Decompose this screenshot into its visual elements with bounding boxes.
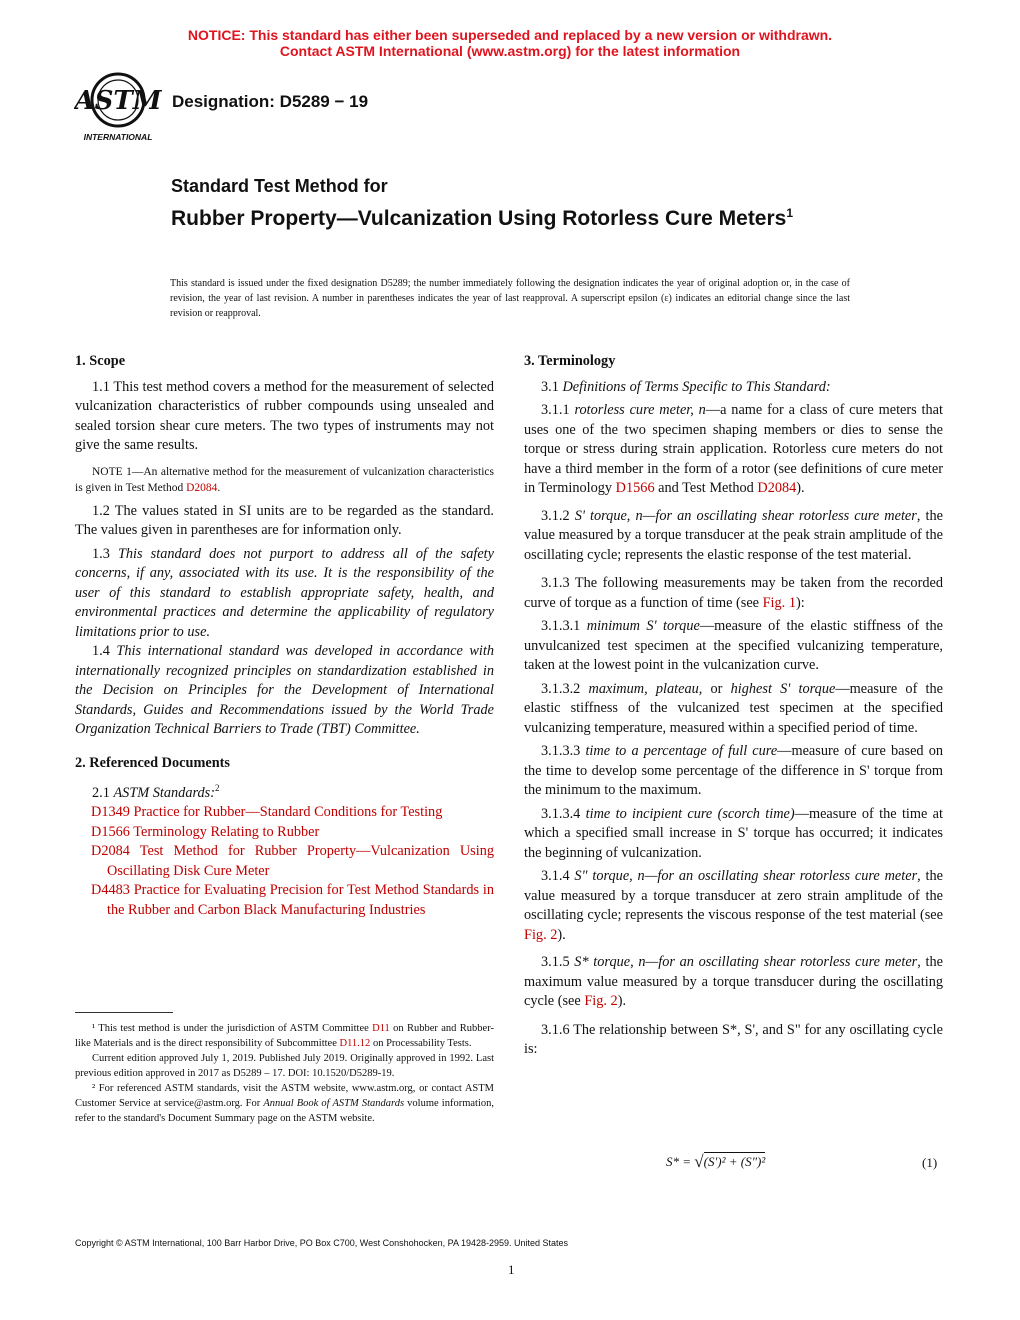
reference-item-d1349[interactable] (75, 803, 494, 823)
term-highest-s-torque: highest S' torque (730, 680, 836, 697)
equation-rhs: (S')² + (S")² (703, 1154, 766, 1169)
para-3-1-6: 3.1.6 The relationship between S*, S', and S" for any oscillating cycle is: (524, 1021, 943, 1057)
note-1-text: NOTE 1—An alternative method for the measurement of vulcanization characteristics is given in Test Method (75, 465, 494, 494)
footnotes (75, 1021, 494, 1126)
reference-item-d2084[interactable] (75, 842, 494, 881)
term-scorch-time: time to incipient cure (scorch time) (585, 805, 795, 822)
link-fig-2[interactable]: Fig. 2 (524, 926, 558, 943)
term-maximum-plateau: maximum, plateau, (588, 680, 703, 697)
para-3-1-1-num: 3.1.1 (541, 402, 575, 418)
copyright-footer: Copyright © ASTM International, 100 Barr Harbor Drive, PO Box C700, West Conshohocken, PA 19428-2959. United States (75, 1238, 569, 1248)
para-3-1-3-2-or: or (702, 680, 731, 697)
designation: Designation: D5289 − 19 (172, 92, 369, 111)
terminology-heading: 3. Terminology (524, 353, 616, 369)
para-3-1-4-num: 3.1.4 (541, 868, 575, 884)
link-committee-d11[interactable]: D11 (372, 1023, 390, 1034)
para-2-1 (75, 779, 494, 803)
left-column (75, 352, 494, 920)
para-3-1-num: 3.1 (541, 378, 563, 395)
reference-item-d4483[interactable] (75, 881, 494, 920)
para-3-1-3-2-num: 3.1.3.2 (541, 680, 589, 697)
para-2-1-num: 2.1 (92, 784, 114, 801)
note-1 (75, 464, 494, 496)
notice-line-2: Contact ASTM International (www.astm.org) for the latest information (279, 43, 741, 59)
para-3-1-1-b: and Test Method (654, 480, 758, 496)
para-3-1-3-3-text: —measure of cure based on the time to develop some percentage of the difference in S' torque from the minimum to the maximum. (524, 743, 943, 798)
equation-lhs: S* = (666, 1154, 692, 1169)
footnote-divider (75, 1012, 173, 1013)
para-3-1-3-3 (524, 742, 943, 801)
footnote-2 (75, 1081, 494, 1126)
footnote-1 (75, 1021, 494, 1051)
para-3-1-2-num: 3.1.2 (541, 507, 575, 524)
para-3-1-1-c: ). (796, 480, 805, 496)
para-1-1: 1.1 This test method covers a method for the measurement of selected vulcanization characteristics of rubber compounds using unsealed and sealed torsion shear cure meters. The two types of instruments may not give the same results. (75, 378, 494, 453)
para-1-3-num: 1.3 (92, 545, 118, 562)
footnote-2-b: volume information, refer to the standard's Document Summary page on the ASTM website. (75, 1098, 494, 1124)
title-line-2: Rubber Property—Vulcanization Using Rotorless Cure Meters (171, 207, 787, 230)
footnote-1-b: on Rubber and Rubber-like Materials and is the direct responsibility of Subcommittee (75, 1023, 494, 1049)
para-1-4-num: 1.4 (92, 643, 117, 659)
title-line-1: Standard Test Method for (171, 176, 388, 196)
title-main (171, 200, 811, 232)
para-3-1-5 (524, 953, 943, 1012)
para-3-1-3-1-text: —measure of the elastic stiffness of the unvulcanized test specimen at the specified vulcanizing temperature, taken at the lowest point in the vulcanization curve. (524, 618, 943, 673)
para-3-1-3-4-text: —measure of the time at which a specified small increase in S' torque has occurred; it indicates the beginning of vulcanization. (524, 805, 943, 861)
reference-code: D2084 (91, 843, 130, 860)
para-2-1-text: ASTM Standards: (113, 784, 215, 801)
para-3-1-3-3-num: 3.1.3.3 (541, 743, 586, 759)
title-footnote-mark: 1 (786, 206, 794, 220)
scope-heading: 1. Scope (75, 353, 126, 369)
reference-code: D1566 (91, 823, 130, 840)
note-1-end: . (217, 481, 221, 494)
para-3-1-1-a: —a name for a class of cure meters that uses one of the two specimen shaping members or dies to sense the torque or stress during strain application. Rotorless cure meters do not have a third member in the form of a rotor (see definitions of cure meter in Terminology (524, 402, 943, 496)
para-3-1-5-b: ). (617, 993, 627, 1009)
para-3-1-5-num: 3.1.5 (541, 954, 575, 970)
term-rotorless-cure-meter: rotorless cure meter, n (574, 402, 706, 418)
reference-title: Practice for Rubber—Standard Conditions for Testing (133, 804, 443, 821)
equation-number: (1) (922, 1155, 938, 1170)
para-3-1-2 (524, 507, 943, 566)
link-fig-1[interactable]: Fig. 1 (762, 594, 796, 611)
svg-text:INTERNATIONAL: INTERNATIONAL (83, 132, 153, 142)
para-3-1-3-4-num: 3.1.3.4 (541, 805, 586, 822)
link-d1566[interactable]: D1566 (615, 480, 655, 496)
para-3-1 (524, 378, 943, 398)
preamble: This standard is issued under the fixed designation D5289; the number immediately following the designation indicates the year of original adoption or, in the case of revision, the year of last revision. A number in parentheses indicates the year of last reapproval. A superscript epsilon (ε) indicates an editorial change since the last revision or reapproval. (170, 278, 850, 319)
para-3-1-3-1-num: 3.1.3.1 (541, 618, 587, 634)
page-number: 1 (508, 1262, 515, 1277)
para-3-1-4 (524, 867, 943, 945)
astm-logo (74, 72, 162, 144)
footnote-2-italic: Annual Book of ASTM Standards (263, 1098, 405, 1109)
para-2-1-sup: 2 (215, 783, 220, 793)
equation-1 (666, 1151, 765, 1171)
para-3-1-5-a: , the maximum value measured by a torque transducer during the oscillating cycle (see (524, 954, 943, 1009)
para-3-1-text: Definitions of Terms Specific to This Standard: (562, 378, 831, 395)
para-3-1-1 (524, 401, 943, 499)
right-column (524, 352, 943, 1060)
para-3-1-3-2-text: —measure of the elastic stiffness of the vulcanized test specimen at the specified vulcanizing temperature, measured within a specified period of time. (524, 680, 943, 736)
para-1-2: 1.2 The values stated in SI units are to be regarded as the standard. The values given in parentheses are for information only. (75, 502, 494, 538)
notice-line-1: NOTICE: This standard has either been superseded and replaced by a new version or withdrawn. (187, 27, 833, 43)
reference-code: D1349 (91, 804, 130, 821)
para-1-4-text: This international standard was developed in accordance with internationally recognized principles on standardization established in the Decision on Principles for the Development of International Standards, Guides and Recommendations issued by the World Trade Organization Technical Barriers to Trade (TBT) Committee. (75, 643, 494, 737)
refdocs-heading: 2. Referenced Documents (75, 754, 230, 771)
para-3-1-3 (524, 574, 943, 613)
footnote-1-edition: Current edition approved July 1, 2019. Published July 2019. Originally approved in 1992. Last previous edition approved in 2017 as D5289 – 17. DOI: 10.1520/D5289-19. (75, 1053, 494, 1079)
reference-title: Practice for Evaluating Precision for Test Method Standards in the Rubber and Carbon Black Manufacturing Industries (107, 882, 494, 918)
para-3-1-3-b: ): (795, 594, 805, 611)
para-1-3 (75, 545, 494, 643)
para-3-1-2-text: , the value measured by a torque transducer at the peak strain amplitude of the oscillating cycle; represents the elastic response of the test material. (524, 507, 943, 563)
para-1-3-text: This standard does not purport to address all of the safety concerns, if any, associated with its use. It is the responsibility of the user of this standard to establish appropriate safety, health, and environmental practices and determine the applicability of regulatory limitations prior to use. (75, 545, 494, 640)
para-3-1-3-2 (524, 680, 943, 739)
term-time-to-percentage-cure: time to a percentage of full cure (585, 743, 778, 759)
term-s-star-torque: S* torque, n—for an oscillating shear rotorless cure meter (574, 954, 918, 970)
link-subcommittee-d11-12[interactable]: D11.12 (339, 1038, 371, 1049)
reference-code: D4483 (91, 882, 130, 899)
para-3-1-3-a: 3.1.3 The following measurements may be taken from the recorded curve of torque as a function of time (see (524, 575, 943, 611)
footnote-2-a: ² For referenced ASTM standards, visit the ASTM website, www.astm.org, or contact ASTM Customer Service at service@astm.org. For (75, 1083, 494, 1109)
link-fig-2-b[interactable]: Fig. 2 (584, 993, 618, 1009)
reference-list (75, 803, 494, 920)
para-3-1-4-a: , the value measured by a torque transducer at zero strain amplitude of the oscillating cycle; represents the viscous response of the test material (see (524, 868, 943, 923)
footnote-1-c: on Processability Tests. (370, 1038, 472, 1049)
term-s-double-prime-torque: S" torque, n—for an oscillating shear rotorless cure meter (574, 868, 918, 884)
footnote-1-a: ¹ This test method is under the jurisdiction of ASTM Committee (92, 1023, 373, 1034)
link-d2084-note[interactable]: D2084 (186, 481, 218, 494)
para-3-1-4-b: ). (557, 926, 566, 943)
sqrt-symbol: √ (694, 1152, 704, 1171)
reference-title: Test Method for Rubber Property—Vulcanization Using Oscillating Disk Cure Meter (107, 843, 494, 879)
term-s-prime-torque: S' torque, n—for an oscillating shear rotorless cure meter (574, 507, 917, 524)
link-d2084[interactable]: D2084 (757, 480, 797, 496)
term-minimum-s-torque: minimum S' torque (586, 618, 700, 634)
para-1-4 (75, 642, 494, 740)
para-3-1-3-1 (524, 617, 943, 676)
reference-title: Terminology Relating to Rubber (133, 823, 320, 840)
reference-item-d1566[interactable] (75, 823, 494, 843)
svg-text:ASTM: ASTM (74, 86, 162, 116)
para-3-1-3-4 (524, 805, 943, 864)
